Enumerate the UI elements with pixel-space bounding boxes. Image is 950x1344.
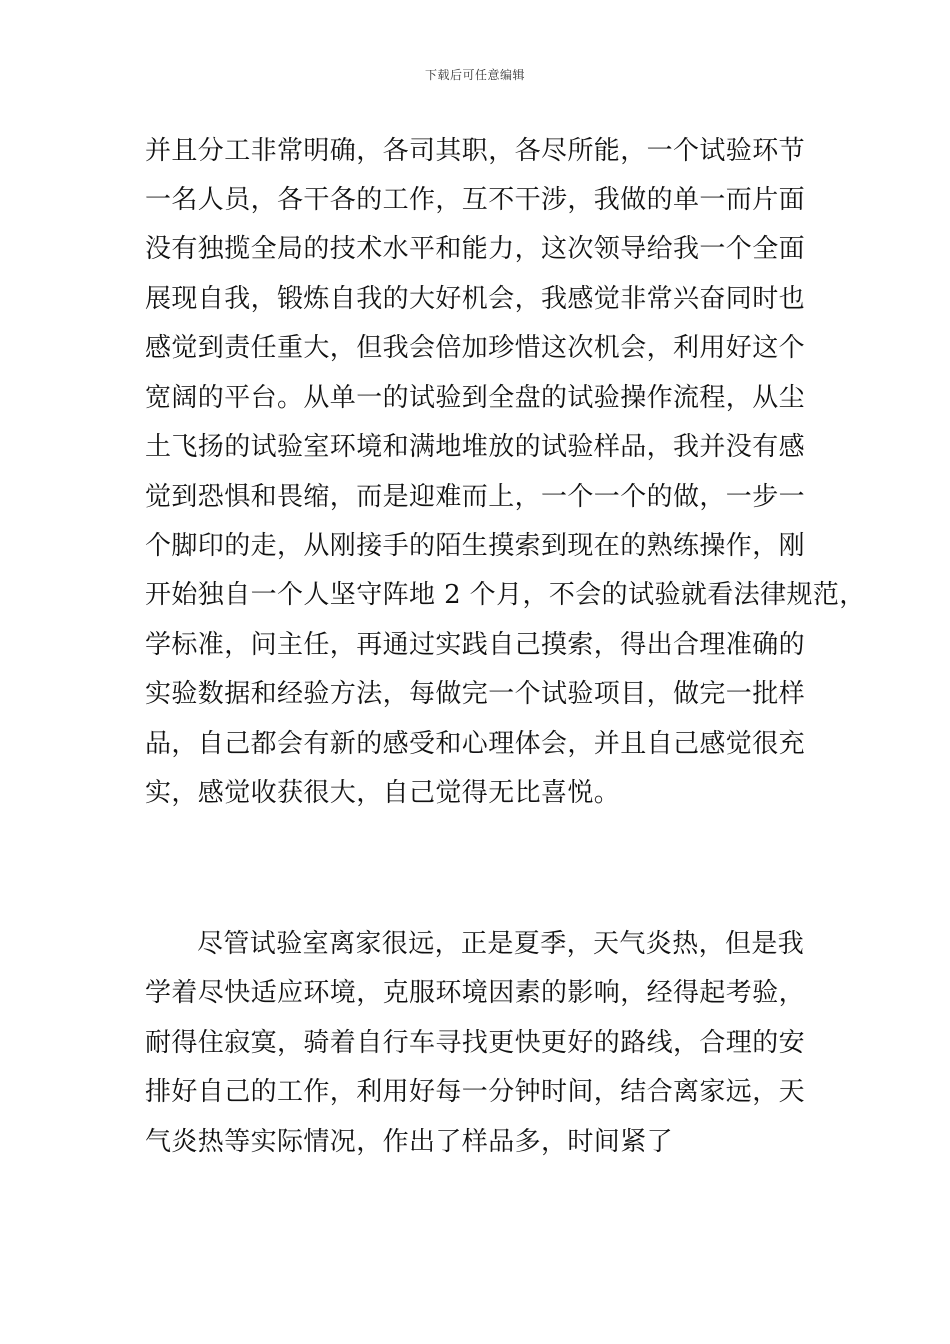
paragraph-2-line: 气炎热等实际情况，作出了样品多，时间紧了 [145,1127,674,1157]
paragraph-1-line: 并且分工非常明确，各司其职，各尽所能，一个试验环节 [145,136,806,166]
paragraph-1-line: 一名人员，各干各的工作，互不干涉，我做的单一而片面 [145,185,806,215]
paragraph-2-line: 尽管试验室离家很远，正是夏季，天气炎热，但是我 [197,929,805,959]
paragraph-1-line: 品，自己都会有新的感受和心理体会，并且自己感觉很充 [145,729,806,759]
paragraph-1-line: 觉到恐惧和畏缩，而是迎难而上，一个一个的做，一步一 [145,482,806,512]
paragraph-1-line: 个脚印的走，从刚接手的陌生摸索到现在的熟练操作，刚 [145,531,806,561]
paragraph-2-line: 耐得住寂寞，骑着自行车寻找更快更好的路线，合理的安 [145,1028,806,1058]
paragraph-1-line: 没有独揽全局的技术水平和能力，这次领导给我一个全面 [145,234,806,264]
paragraph-1-line: 土飞扬的试验室环境和满地堆放的试验样品，我并没有感 [145,432,806,462]
paragraph-2-line: 学着尽快适应环境，克服环境因素的影响，经得起考验， [145,978,806,1008]
paragraph-2-line: 排好自己的工作，利用好每一分钟时间，结合离家远，天 [145,1077,806,1107]
paragraph-1-line: 实验数据和经验方法，每做完一个试验项目，做完一批样 [145,679,806,709]
paragraph-1-line: 学标准，问主任，再通过实践自己摸索，得出合理准确的 [145,630,806,660]
paragraph-1-line: 实，感觉收获很大，自己觉得无比喜悦。 [145,778,621,808]
paragraph-1-line: 展现自我，锻炼自我的大好机会，我感觉非常兴奋同时也 [145,284,806,314]
paragraph-1-line: 开始独自一个人坚守阵地 2 个月，不会的试验就看法律规范， [145,580,866,610]
paragraph-1-line: 宽阔的平台。从单一的试验到全盘的试验操作流程，从尘 [145,383,806,413]
paragraph-1-line: 感觉到责任重大，但我会倍加珍惜这次机会，利用好这个 [145,333,806,363]
page-header-note: 下载后可任意编辑 [424,68,525,82]
